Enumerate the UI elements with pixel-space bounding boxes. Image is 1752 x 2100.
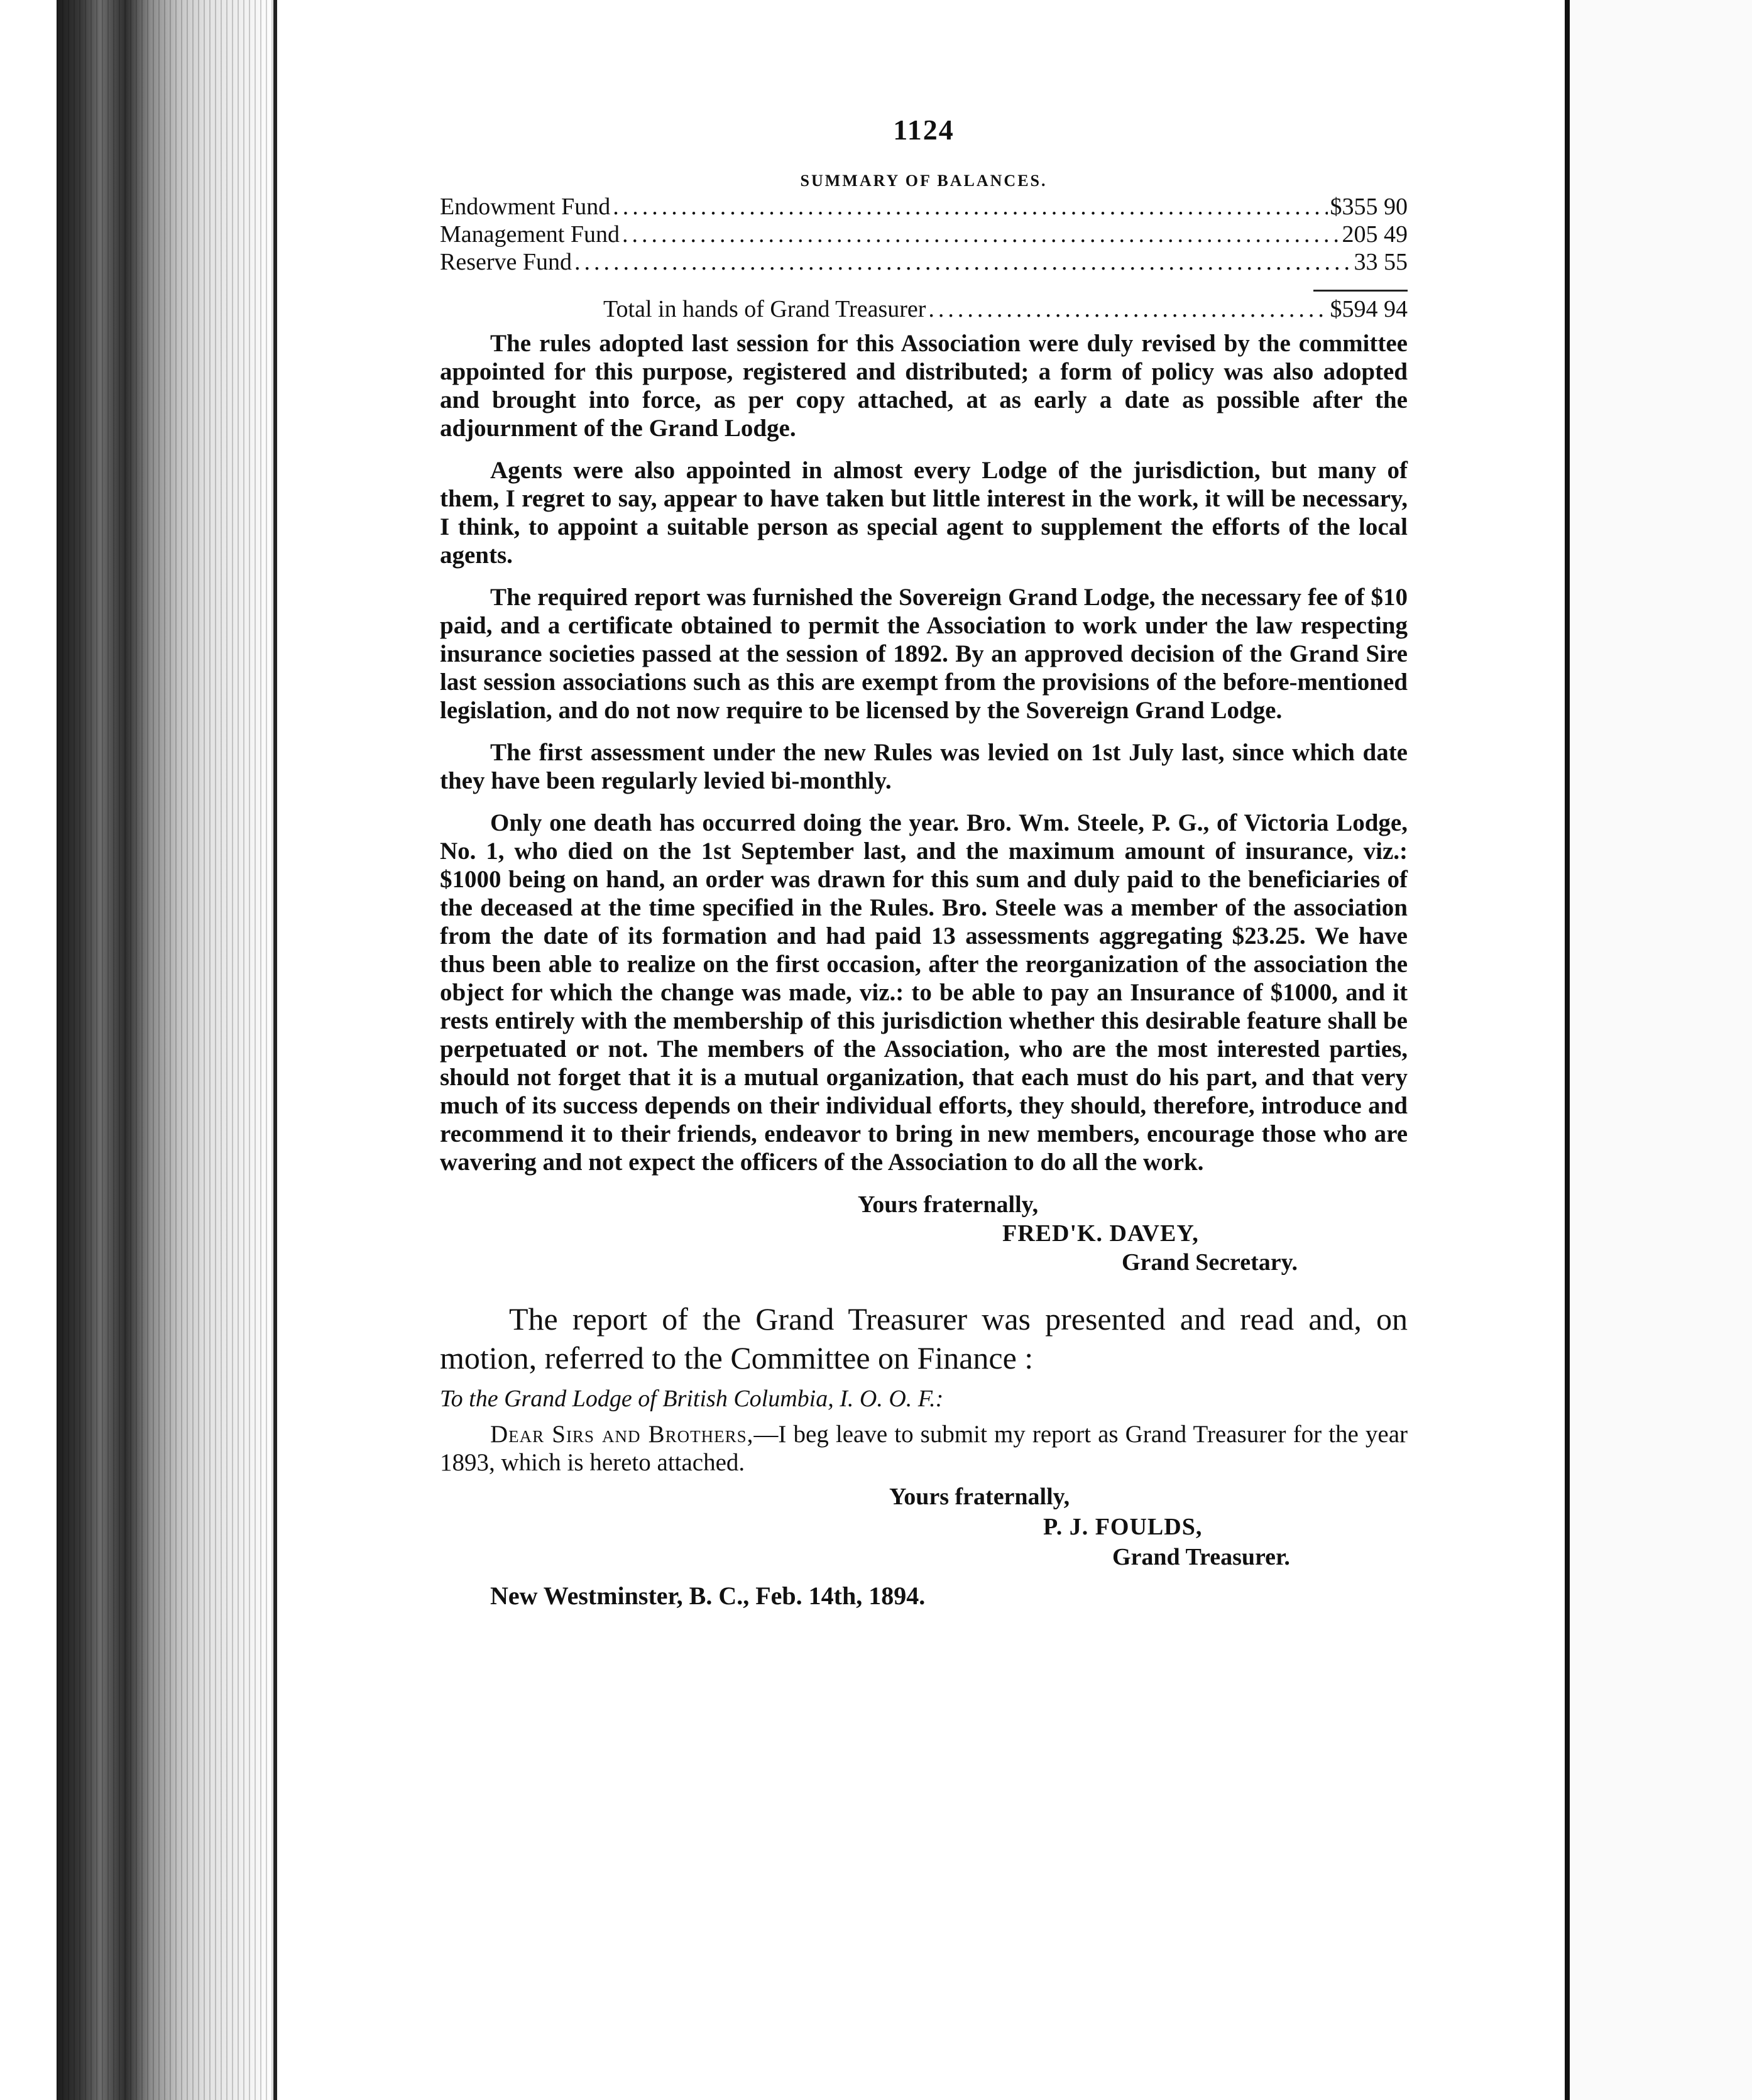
summary-amount: 205 49 [1342,221,1408,248]
signature-closing: Yours fraternally, [858,1191,1039,1218]
secretary-signature [440,1190,1408,1277]
summary-row [440,221,1408,248]
summary-label: Management Fund [440,221,620,248]
document-page [440,113,1408,1611]
summary-row [440,248,1408,276]
leader-dots [574,248,1351,276]
leader-dots [622,221,1339,248]
letter-text: —I beg leave to submit my report as Grand Treasurer for the year 1893, which is hereto attached. [440,1421,1408,1476]
signature-name: FRED'K. DAVEY, [1002,1220,1199,1247]
signature-name: P. J. FOULDS, [1043,1514,1203,1540]
salutation: Dear Sirs and Brothers, [490,1421,754,1448]
right-page-edge [1565,0,1570,2100]
summary-amount: 33 55 [1354,249,1408,275]
letter-body [440,1420,1408,1477]
leader-dots [613,193,1327,221]
paragraph: The rules adopted last session for this Association were duly revised by the committee appointed for this purpose, registered and distributed; a form of policy was also adopted and brought into force, as per copy attached, at as early a date as possible after the adjournment of the Grand Lodge. [440,330,1408,442]
page-stack-edge [57,0,273,2100]
treasurer-signature [440,1482,1408,1572]
summary-row [440,193,1408,221]
signature-closing: Yours fraternally, [889,1484,1070,1510]
paragraph: Agents were also appointed in almost every Lodge of the jurisdiction, but many of them, I regret to say, appear to have taken but little interest in the work, it will be necessary, I think, to appoint a suitable person as special agent to supplement the efforts of the local agents. [440,457,1408,569]
total-row [440,295,1408,323]
paragraph: Only one death has occurred doing the year. Bro. Wm. Steele, P. G., of Victoria Lodge, No. 1, who died on the 1st September last, and the maximum amount of insurance, viz.: $1000 being on hand, an order was drawn for this sum and duly paid to the beneficiaries of the deceased at the time specified in the Rules. Bro. Steele was a member of the association from the date of its formation and had paid 13 assessments aggregating $23.25. We have thus been able to realize on the first occasion, after the reorganization of the association the object for which the change was made, viz.: to be able to pay an Insurance of $1000, and it rests entirely with the membership of this jurisdiction whether this desirable feature shall be perpetuated or not. The members of the Association, who are the most interested parties, should not forget that it is a mutual organization, that each must do his part, and that very much of its success depends on their individual efforts, they should, therefore, introduce and recommend it to their friends, endeavor to bring in new members, encourage those who are wavering and not expect the officers of the Association to do all the work. [440,809,1408,1176]
report-intro: The report of the Grand Treasurer was presented and read and, on motion, referred to the Committee on Finance : [440,1301,1408,1375]
paragraph: The required report was furnished the Sovereign Grand Lodge, the necessary fee of $10 paid, and a certificate obtained to permit the Association to work under the law respecting insurance societies passed at the session of 1892. By an approved decision of the Grand Sire last session associations such as this are exempt from the provisions of the before-mentioned legislation, and do not now require to be licensed by the Sovereign Grand Lodge. [440,584,1408,724]
leader-dots [928,295,1327,323]
summary-heading: SUMMARY OF BALANCES. [800,172,1048,190]
facing-page [1570,0,1752,2100]
gutter-line [273,0,277,2100]
total-amount: $594 94 [1330,296,1408,322]
addressee: To the Grand Lodge of British Columbia, I. O. O. F.: [440,1386,944,1412]
summary-label: Endowment Fund [440,194,611,220]
summary-label: Reserve Fund [440,249,572,275]
total-rule [1313,290,1408,292]
paragraph: The first assessment under the new Rules was levied on 1st July last, since which date they have been regularly levied bi-monthly. [440,739,1408,794]
page-number: 1124 [893,114,955,146]
summary-amount: $355 90 [1330,194,1408,220]
signature-title: Grand Secretary. [1122,1249,1298,1276]
signature-title: Grand Treasurer. [1112,1544,1290,1570]
dateline: New Westminster, B. C., Feb. 14th, 1894. [490,1582,926,1610]
total-label: Total in hands of Grand Treasurer [603,296,926,322]
